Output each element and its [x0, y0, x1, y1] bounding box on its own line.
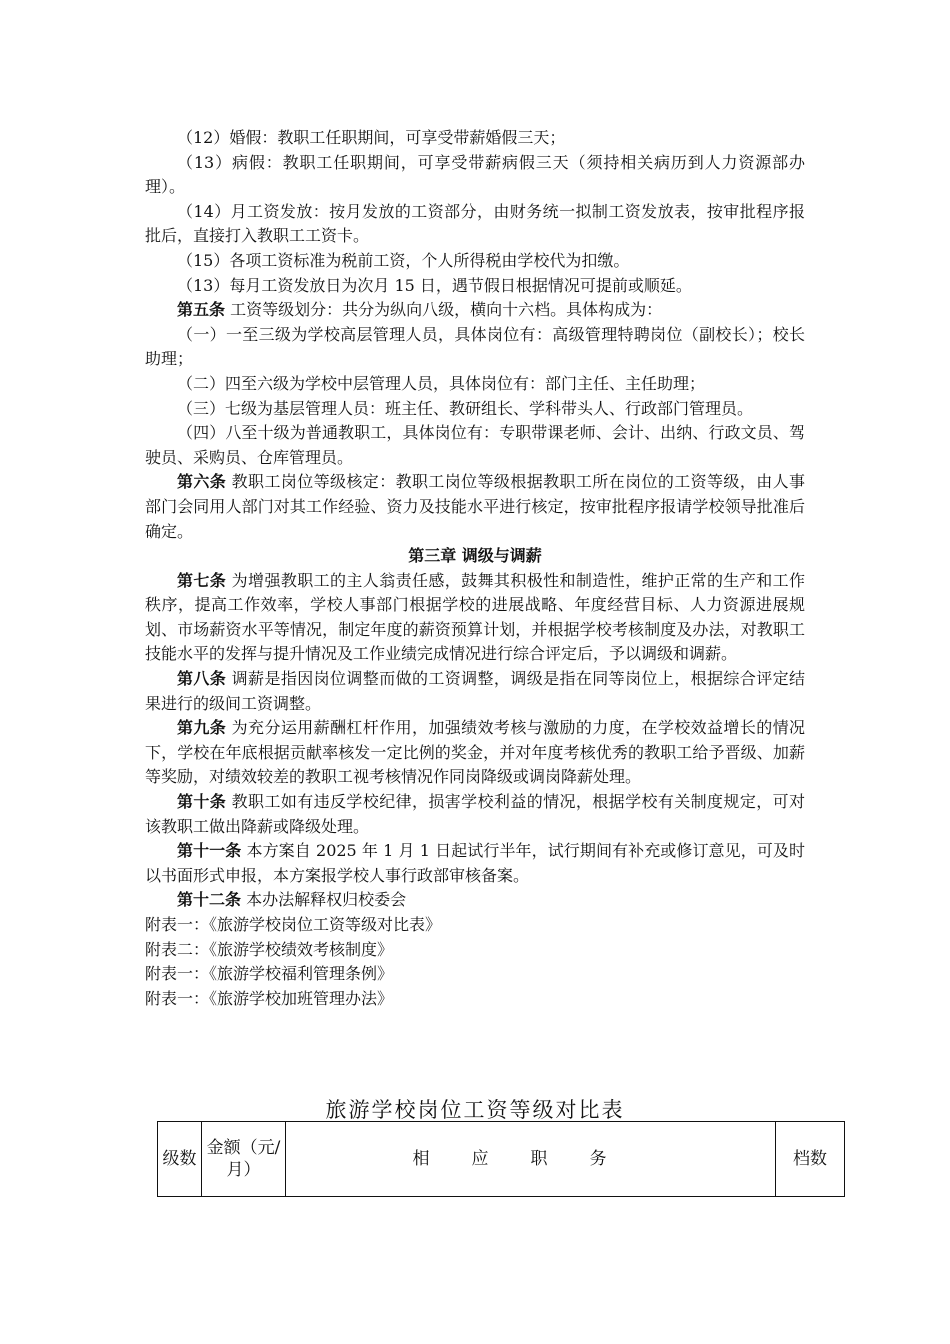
article-number: 第十条	[177, 792, 227, 812]
paragraph-text: （三）七级为基层管理人员：班主任、教研组长、学科带头人、行政部门管理员。	[177, 398, 754, 418]
paragraph-group-bottom	[145, 569, 805, 913]
paragraph	[145, 667, 805, 716]
paragraph	[145, 274, 805, 299]
paragraph-text: 工资等级划分：共分为纵向八级，横向十六档。具体构成为：	[225, 300, 663, 320]
paragraph	[145, 397, 805, 422]
paragraph	[145, 200, 805, 249]
paragraph-text: （二）四至六级为学校中层管理人员，具体岗位有：部门主任、主任助理；	[177, 373, 706, 393]
paragraph	[145, 888, 805, 913]
salary-grade-table	[157, 1121, 845, 1197]
paragraph-text: 为充分运用薪酬杠杆作用，加强绩效考核与激励的力度，在学校效益增长的情况下，学校在年底根据贡献率核发一定比例的奖金，并对年度考核优秀的教职工给予晋级、加薪等奖励，对绩效较差的教职工视考核情况作同岗降级或调岗降薪处理。	[145, 718, 805, 787]
paragraph-text: 教职工如有违反学校纪律，损害学校利益的情况，根据学校有关制度规定，可对该教职工做出降薪或降级处理。	[145, 792, 805, 836]
article-number: 第五条	[177, 300, 226, 320]
attachment-item: 附表一：《旅游学校福利管理条例》	[145, 964, 394, 984]
paragraph	[145, 839, 805, 888]
paragraph-text: （12）婚假：教职工任职期间，可享受带薪婚假三天；	[177, 128, 566, 147]
table-header-row	[158, 1122, 845, 1197]
attachment-item: 附表二：《旅游学校绩效考核制度》	[145, 939, 394, 959]
paragraph	[145, 151, 805, 200]
paragraph-text: （13）病假：教职工任职期间，可享受带薪病假三天（须持相关病历到人力资源部办理）。	[145, 152, 805, 197]
header-level: 档数	[776, 1122, 845, 1197]
paragraph	[145, 421, 805, 470]
article-number: 第九条	[177, 718, 227, 738]
paragraph	[145, 126, 805, 151]
header-duty	[286, 1122, 776, 1197]
table-title: 旅游学校岗位工资等级对比表	[325, 1098, 625, 1122]
paragraph-group-top	[145, 126, 805, 544]
paragraph-text: 调薪是指因岗位调整而做的工资调整，调级是指在同等岗位上，根据综合评定结果进行的级间工资调整。	[145, 669, 805, 713]
article-number: 第十一条	[177, 841, 242, 861]
attachment-list	[145, 913, 805, 1011]
article-number: 第十二条	[177, 890, 242, 910]
paragraph-text: 教职工岗位等级核定：教职工岗位等级根据教职工所在岗位的工资等级，由人事部门会同用人部门对其工作经验、资力及技能水平进行核定，按审批程序报请学校领导批准后确定。	[145, 472, 805, 541]
paragraph-text: 本方案自 2025 年 1 月 1 日起试行半年，试行期间有补充或修订意见，可及时以书面形式申报，本方案报学校人事行政部审核备案。	[145, 841, 805, 885]
header-amount: 金额（元/月）	[202, 1122, 286, 1197]
chapter-title: 第三章 调级与调薪	[408, 546, 542, 566]
article-number: 第六条	[177, 472, 227, 492]
header-grade: 级数	[158, 1122, 202, 1197]
attachment-item: 附表一：《旅游学校加班管理办法》	[145, 988, 394, 1008]
paragraph	[145, 569, 805, 667]
header-duty-label: 相应职务	[412, 1149, 649, 1169]
paragraph	[145, 249, 805, 274]
paragraph	[145, 470, 805, 544]
paragraph-text: （15）各项工资标准为税前工资，个人所得税由学校代为扣缴。	[177, 250, 630, 270]
paragraph-text: （13）每月工资发放日为次月 15 日，遇节假日根据情况可提前或顺延。	[177, 275, 692, 295]
paragraph	[145, 323, 805, 372]
paragraph	[145, 298, 805, 323]
article-number: 第八条	[177, 669, 227, 689]
attachment-item: 附表一：《旅游学校岗位工资等级对比表》	[145, 915, 442, 934]
article-number: 第七条	[177, 570, 227, 590]
paragraph	[145, 716, 805, 790]
paragraph	[145, 790, 805, 839]
paragraph-text: （四）八至十级为普通教职工，具体岗位有：专职带课老师、会计、出纳、行政文员、驾驶员、采购员、仓库管理员。	[145, 423, 805, 467]
document-body	[145, 126, 805, 1011]
paragraph-text: （一）一至三级为学校高层管理人员，具体岗位有：高级管理特聘岗位（副校长）；校长助理；	[145, 324, 805, 369]
paragraph-text: 为增强教职工的主人翁责任感，鼓舞其积极性和制造性，维护正常的生产和工作秩序，提高工作效率，学校人事部门根据学校的进展战略、年度经营目标、人力资源进展规划、市场薪资水平等情况，制定年度的薪资预算计划，并根据学校考核制度及办法，对教职工技能水平的发挥与提升情况及工作业绩完成情况进行综合评定后，予以调级和调薪。	[145, 570, 805, 664]
paragraph-text: 本办法解释权归校委会	[241, 890, 407, 910]
paragraph	[145, 372, 805, 397]
paragraph-text: （14）月工资发放：按月发放的工资部分，由财务统一拟制工资发放表，按审批程序报批后，直接打入教职工工资卡。	[145, 201, 805, 246]
